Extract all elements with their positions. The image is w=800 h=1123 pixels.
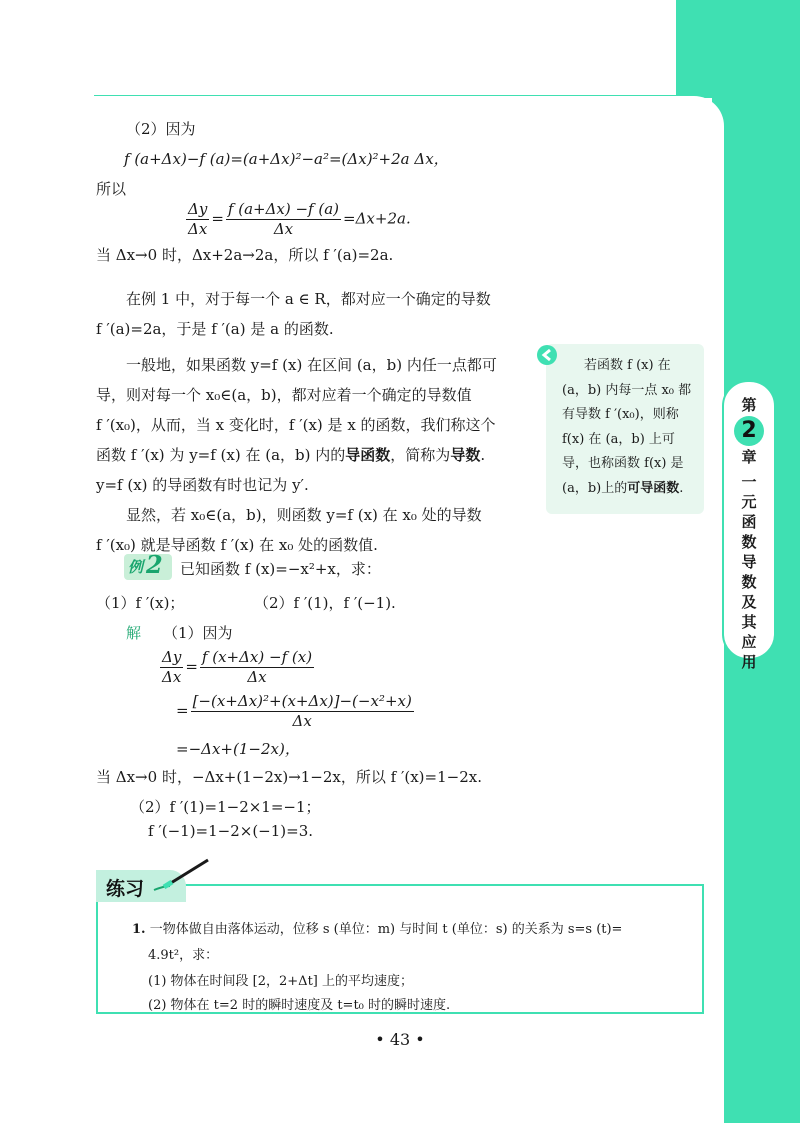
note-line bbox=[562, 477, 694, 502]
term-derivative-function: 导函数 bbox=[345, 446, 391, 464]
term-differentiable-function: 可导函数 bbox=[627, 480, 680, 496]
frac-den: Δx bbox=[162, 668, 182, 686]
para2-line2: 导，则对每一个 x₀∈(a，b)，都对应着一个确定的导数值 bbox=[96, 386, 472, 404]
example-badge-text: 例 bbox=[128, 558, 144, 576]
chapter-tab bbox=[722, 380, 776, 671]
para2-line4 bbox=[96, 444, 485, 465]
solution-label: 解 bbox=[126, 624, 142, 642]
example2-statement: 已知函数 f (x)=−x²+x，求： bbox=[180, 560, 381, 578]
practice-item-number: 1. bbox=[132, 922, 146, 937]
expand-equation: f (a+Δx)−f (a)=(a+Δx)²−a²=(Δx)²+2a Δx， bbox=[124, 150, 449, 168]
note-pointer-icon bbox=[536, 344, 558, 366]
limit-line-1: 当 Δx→0 时，Δx+2a→2a，所以 f ′(a)=2a. bbox=[96, 246, 394, 264]
limit-line-2: 当 Δx→0 时，−Δx+(1−2x)→1−2x，所以 f ′(x)=1−2x. bbox=[96, 768, 482, 786]
page-number: • 43 • bbox=[375, 1030, 425, 1049]
fraction-f-diff bbox=[200, 648, 314, 687]
practice-sub1: (1) 物体在时间段 [2，2+Δt] 上的平均速度； bbox=[148, 974, 414, 989]
para3-line2: f ′(x₀) 就是导函数 f ′(x) 在 x₀ 处的函数值. bbox=[96, 536, 378, 554]
chapter-title: 一元函数导数及其应用 bbox=[741, 473, 757, 671]
note-text: (a，b)上的 bbox=[562, 480, 628, 496]
chapter-word-bottom: 章 bbox=[741, 448, 757, 466]
frac-num: f (a+Δx) −f (a) bbox=[227, 200, 340, 218]
practice-item-text: 一物体做自由落体运动，位移 s (单位：m) 与时间 t (单位：s) 的关系为 s=s (t)= bbox=[149, 922, 623, 937]
fraction-dy-dx bbox=[160, 648, 183, 687]
para2-text: . bbox=[480, 446, 486, 464]
side-note bbox=[546, 344, 704, 514]
header-rule bbox=[94, 95, 704, 96]
para2-line3: f ′(x₀)，从而，当 x 变化时，f ′(x) 是 x 的函数，我们称这个 bbox=[96, 416, 496, 434]
part2-line2: f ′(−1)=1−2×(−1)=3. bbox=[148, 822, 314, 840]
para2-text: 函数 f ′(x) 为 y=f (x) 在 (a，b) 内的 bbox=[96, 446, 346, 464]
note-line: f(x) 在 (a，b) 上可 bbox=[562, 431, 675, 447]
frac-den: Δx bbox=[292, 712, 312, 730]
fraction-expanded bbox=[191, 692, 414, 731]
term-derivative: 导数 bbox=[450, 446, 481, 464]
frac-num: Δy bbox=[162, 648, 182, 666]
frac-result: =Δx+2a. bbox=[343, 209, 411, 228]
fraction-dy-dx bbox=[186, 200, 209, 239]
note-line: 若函数 f (x) 在 bbox=[584, 358, 671, 373]
note-line: (a，b) 内每一点 x₀ 都 bbox=[562, 382, 692, 398]
pen-icon bbox=[150, 856, 212, 896]
practice-item1 bbox=[132, 918, 622, 937]
chapter-word-top: 第 bbox=[741, 396, 757, 414]
practice-sub2: (2) 物体在 t=2 时的瞬时速度及 t=t₀ 时的瞬时速度. bbox=[148, 998, 451, 1013]
para1-line1: 在例 1 中，对于每一个 a ∈ R，都对应一个确定的导数 bbox=[126, 290, 491, 308]
difference-quotient-expand: = $\frac{\text{[−(x+Δx)²+(x+Δx)]−(−x²+x)}}{\Delta x}$ bbox=[176, 692, 412, 730]
quotient-result: =−Δx+(1−2x)， bbox=[176, 740, 300, 758]
solution-row bbox=[126, 622, 233, 643]
frac-den: Δx bbox=[188, 220, 208, 238]
example-badge bbox=[124, 550, 172, 580]
para2-text: ，简称为 bbox=[390, 446, 451, 464]
fraction-f-diff bbox=[226, 200, 341, 239]
frac-num: [−(x+Δx)²+(x+Δx)]−(−x²+x) bbox=[192, 692, 412, 710]
para1-line2: f ′(a)=2a，于是 f ′(a) 是 a 的函数. bbox=[96, 320, 334, 338]
so-label: 所以 bbox=[96, 180, 127, 198]
example-badge-number: 2 bbox=[146, 550, 163, 579]
example2-question-1: （1）f ′(x)； bbox=[96, 594, 185, 612]
part2-line1: （2）f ′(1)=1−2×1=−1； bbox=[130, 798, 321, 816]
frac-den: Δx bbox=[247, 668, 267, 686]
chapter-band-top bbox=[676, 0, 800, 98]
para2-line1: 一般地，如果函数 y=f (x) 在区间 (a，b) 内任一点都可 bbox=[126, 356, 497, 374]
note-line: 有导数 f ′(x₀)，则称 bbox=[562, 407, 679, 422]
practice-item1-line2: 4.9t²，求： bbox=[148, 948, 219, 963]
solution-part1: （1）因为 bbox=[163, 624, 233, 642]
difference-quotient-1: $\frac{\Delta y}{\Delta x}$ = $\frac{f (a+\Delta x) -f (a)}{\Delta x}$ =Δx+2a. bbox=[188, 200, 411, 238]
solution-part-label: （2）因为 bbox=[126, 120, 196, 138]
para2-line5: y=f (x) 的导函数有时也记为 y′. bbox=[96, 476, 309, 494]
frac-den: Δx bbox=[273, 220, 294, 238]
para3-line1: 显然，若 x₀∈(a，b)，则函数 y=f (x) 在 x₀ 处的导数 bbox=[126, 506, 482, 524]
frac-num: Δy bbox=[188, 200, 208, 218]
frac-num: f (x+Δx) −f (x) bbox=[201, 648, 313, 666]
example2-question-2: （2）f ′(1)，f ′(−1). bbox=[254, 594, 396, 612]
difference-quotient-2: $\frac{\Delta y}{\Delta x}$ = $\frac{f (x+\Delta x) -f (x)}{\Delta x}$ bbox=[162, 648, 313, 686]
note-line: 导，也称函数 f(x) 是 bbox=[562, 456, 684, 471]
chapter-number: 2 bbox=[734, 416, 764, 446]
note-text: . bbox=[679, 480, 684, 496]
practice-title: 练习 bbox=[106, 878, 145, 900]
